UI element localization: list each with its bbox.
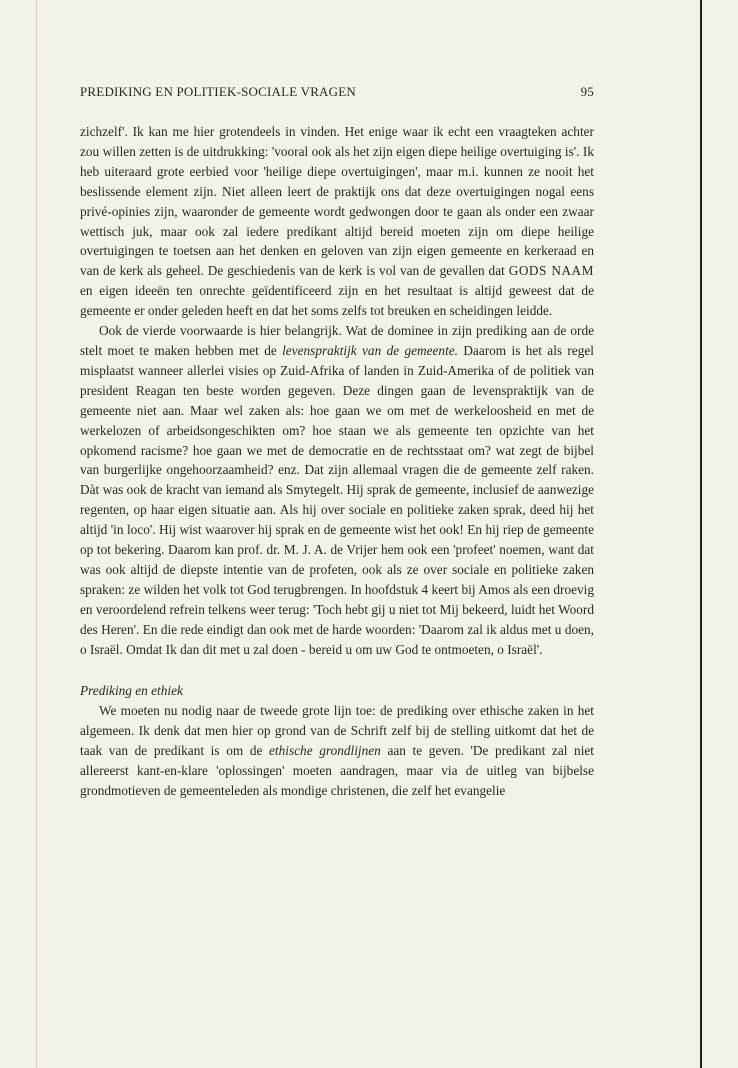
emphasis-ethische-grondlijnen: ethische grondlijnen	[269, 743, 381, 759]
gods-naam-text: GODS NAAM	[508, 263, 594, 279]
paragraph-3: We moeten nu nodig naar de tweede grote lijn toe: de prediking over ethische zaken in het algemeen. Ik denk dat men hier op grond van de Schrift zelf bij de stelling uitkomt dat het de taak van de predikant is om de ethische grondlijnen aan te geven. 'De predikant zal niet allereerst kant-en-klare 'oplossingen' moeten aandragen, maar via de uitleg van bijbelse grondmotieven de gemeenteleden als mondige christenen, die zelf het evangelie	[80, 703, 594, 798]
paragraph-2: Ook de vierde voorwaarde is hier belangrijk. Wat de dominee in zijn prediking aan de orde stelt moet te maken hebben met de levenspraktijk van de gemeente. Daarom is het als regel misplaatst wanneer allerlei visies op Zuid-Afrika of landen in Zuid-Amerika of de politiek van president Reagan ten beste worden gegeven. Deze dingen gaan de levenspraktijk van de gemeente niet aan. Maar wel zaken als: hoe gaan we om met de werkeloosheid en met de werkelozen of arbeidsongeschikten om? hoe staan we als gemeente ten opzichte van het opkomend racisme? hoe gaan we met de democratie en de rechtsstaat om? wat zegt de bijbel van burgerlijke ongehoorzaamheid? enz. Dat zijn allemaal vragen die de gemeente zelf raken. Dàt was ook de kracht van iemand als Smytegelt. Hij sprak de gemeente, inclusief de aanwezige regenten, op haar eigen situatie aan. Als hij over sociale en politieke zaken sprak, deed hij het altijd 'in loco'. Hij wist waarover hij sprak en de gemeente wist het ook! En hij riep de gemeente op tot bekering. Daarom kan prof. dr. M. J. A. de Vrijer hem ook een 'profeet' noemen, want dat was ook altijd de diepste intentie van de profeten, ook als ze over sociale en politieke zaken spraken: ze wilden het volk tot God terugbrengen. In hoofdstuk 4 keert bij Amos als een droevig en veroordelend refrein telkens weer terug: 'Toch hebt gij u niet tot Mij bekeerd, luidt het Woord des Heren'. En die rede eindigt dan ook met de harde woorden: 'Daarom zal ik aldus met u doen, o Israël. Omdat Ik dan dit met u zal doen - bereid u om uw God te ontmoeten, o Israël'.	[80, 323, 594, 657]
paragraph-1: zichzelf'. Ik kan me hier grotendeels in vinden. Het enige waar ik echt een vraagteken achter zou willen zetten is de uitdrukking: 'vooral ook als het zijn eigen diepe heilige overtuiging is'. Ik heb uiteraard grote eerbied voor 'heilige diepe overtuigingen', maar m.i. kunnen ze nooit het beslissende element zijn. Niet alleen leert de praktijk ons dat deze overtuigingen nogal eens privé-opinies zijn, waaronder de gemeente wordt gedwongen door te gaan als onder een zwaar wettisch juk, maar ook zal iedere predikant altijd bereid moeten zijn om diepe heilige overtuigingen te toetsen aan het denken en geloven van zijn eigen gemeente en kerkeraad en van de kerk als geheel. De geschiedenis van de kerk is vol van de gevallen dat GODS NAAM en eigen ideeën ten onrechte geïdentificeerd zijn en het resultaat is altijd geweest dat de gemeente er onder geleden heeft en dat het soms zelfs tot breuken en scheidingen leidde.	[80, 124, 594, 319]
page-right-edge	[700, 0, 702, 1068]
emphasis-levenspraktijk: levenspraktijk van de gemeente.	[282, 342, 458, 358]
section-title: Prediking en ethiek	[80, 683, 183, 699]
running-title: PREDIKING EN POLITIEK-SOCIALE VRAGEN	[80, 84, 356, 99]
page-left-edge	[36, 0, 37, 1068]
page-number: 95	[580, 84, 594, 99]
book-page	[80, 84, 594, 801]
running-header	[80, 84, 594, 100]
